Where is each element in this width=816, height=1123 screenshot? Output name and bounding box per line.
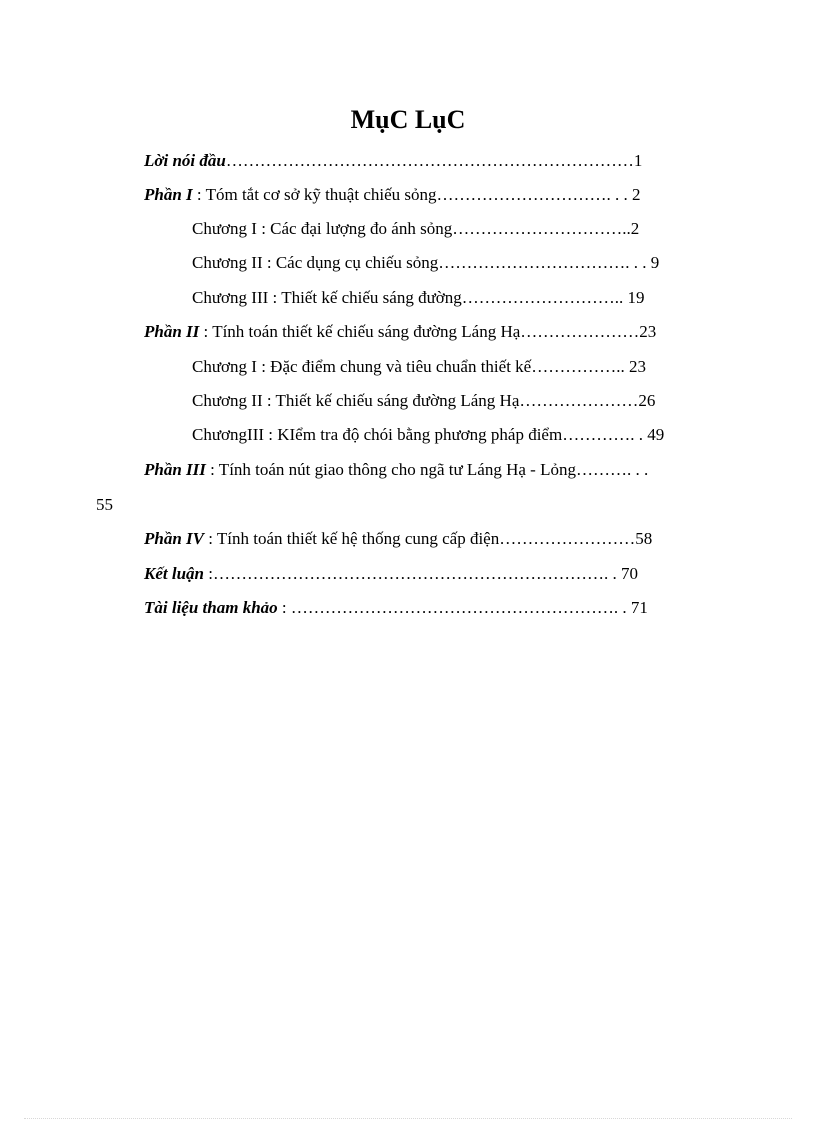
toc-entry-text: : Tóm tắt cơ sở kỹ thuật chiếu sỏng…………………………. . . 2 bbox=[192, 185, 641, 204]
toc-entry-phan-2-chuong-3 bbox=[192, 424, 664, 446]
page-bottom-divider bbox=[24, 1118, 792, 1119]
toc-entry-phan-2-chuong-2 bbox=[192, 390, 655, 412]
toc-entry-lead: Tài liệu tham khảo bbox=[144, 598, 278, 617]
toc-entry-text: :……………………………………………………………. . 70 bbox=[204, 564, 638, 583]
toc-entry-text: Chương I : Đặc điểm chung và tiêu chuẩn thiết kế…………….. 23 bbox=[192, 357, 646, 376]
toc-entry-phan-2-chuong-1 bbox=[192, 356, 646, 378]
toc-entry-text: Chương II : Thiết kế chiếu sáng đường Láng Hạ…………………26 bbox=[192, 391, 656, 410]
toc-entry-loi-noi-dau bbox=[144, 150, 642, 172]
toc-entry-lead: Phần I bbox=[144, 185, 193, 204]
toc-entry-text: : Tính toán nút giao thông cho ngã tư Láng Hạ - Lỏng………. . . bbox=[205, 460, 649, 479]
toc-entry-page-number: 55 bbox=[96, 495, 113, 514]
toc-entry-phan-1-chuong-2 bbox=[192, 252, 659, 274]
toc-entry-text: ………………………………………………………………1 bbox=[225, 151, 643, 170]
toc-entry-text: Chương III : Thiết kế chiếu sáng đường……………………….. 19 bbox=[192, 288, 645, 307]
toc-entry-phan-1-chuong-1 bbox=[192, 218, 639, 240]
toc-entry-lead: Phần III bbox=[144, 460, 206, 479]
toc-entry-lead: Kết luận bbox=[144, 564, 204, 583]
toc-entry-tai-lieu bbox=[144, 597, 648, 619]
toc-entry-text: : Tính toán thiết kế hệ thống cung cấp điện……………………58 bbox=[204, 529, 653, 548]
toc-entry-text: ChươngIII : KIểm tra độ chói bằng phương pháp điểm…………. . 49 bbox=[192, 425, 665, 444]
toc-entry-text: : …………………………………………………. . 71 bbox=[277, 598, 648, 617]
toc-entry-phan-1 bbox=[144, 184, 641, 206]
toc-entry-phan-3 bbox=[144, 459, 648, 481]
toc-entry-lead: Phần IV bbox=[144, 529, 204, 548]
toc-entry-text: Chương I : Các đại lượng đo ánh sỏng…………………………..2 bbox=[192, 219, 640, 238]
toc-entry-lead: Phần II bbox=[144, 322, 200, 341]
toc-entry-lead: Lời nói đầu bbox=[144, 151, 226, 170]
toc-entry-phan-2 bbox=[144, 321, 656, 343]
toc-entry-phan-4 bbox=[144, 528, 652, 550]
page-title: MụC LụC bbox=[350, 105, 466, 134]
toc-entry-text: Chương II : Các dụng cụ chiếu sỏng……………………………. . . 9 bbox=[192, 253, 660, 272]
toc-entry-text: : Tính toán thiết kế chiếu sáng đường Láng Hạ…………………23 bbox=[199, 322, 657, 341]
toc-entry-ket-luan bbox=[144, 563, 638, 585]
toc-entry-phan-1-chuong-3 bbox=[192, 287, 645, 309]
